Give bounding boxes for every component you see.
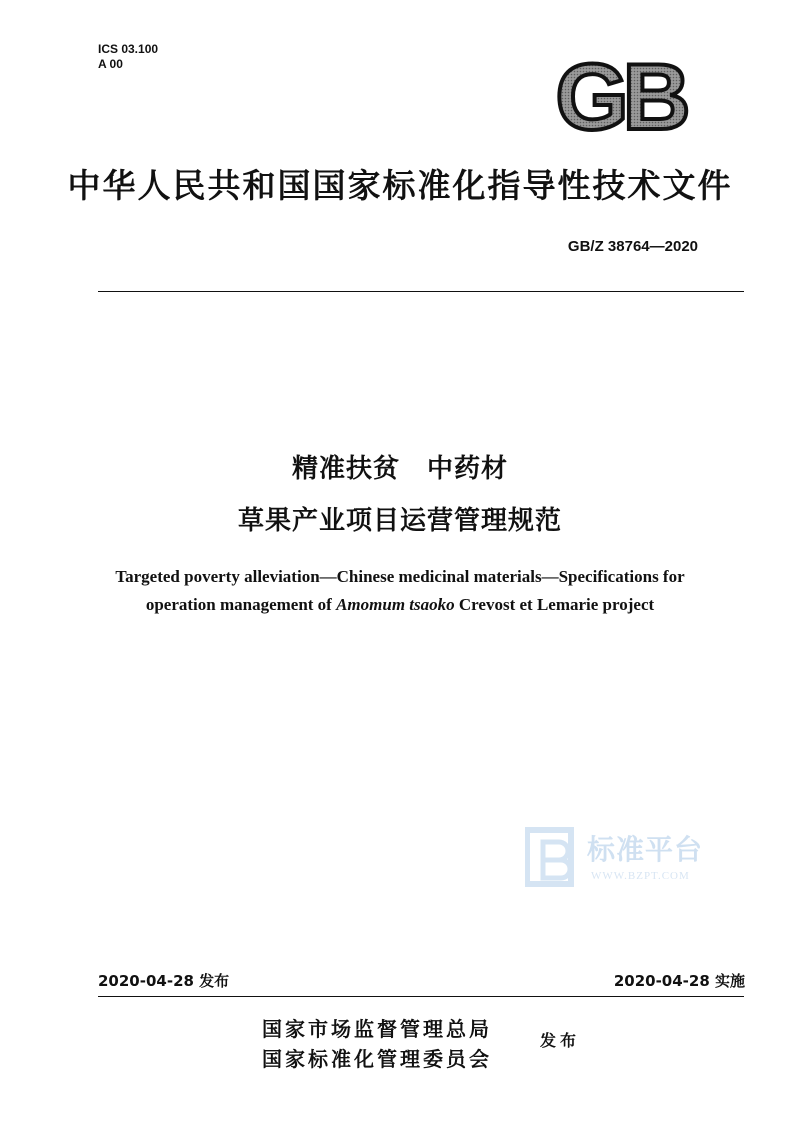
gb-logo <box>543 55 698 135</box>
english-title-prefix: operation management of <box>145 595 337 614</box>
watermark-url: WWW.BZPT.COM <box>591 870 690 882</box>
english-title-line-2 <box>0 591 800 619</box>
issue-date: 2020-04-28 发布 <box>98 972 230 990</box>
standard-number: GB/Z 38764—2020 <box>567 238 698 255</box>
watermark-b-icon <box>525 826 585 888</box>
watermark <box>525 826 725 896</box>
ics-code: ICS 03.100 <box>98 42 159 56</box>
english-title-line-1: Targeted poverty alleviation—Chinese medicinal materials—Specifications for <box>115 567 685 586</box>
english-title-species: Amomum tsaoko <box>336 595 455 614</box>
watermark-text: 标准平台 <box>587 833 704 866</box>
issuer-line-1: 国家市场监督管理总局 <box>262 1017 492 1041</box>
main-title: 中华人民共和国国家标准化指导性技术文件 <box>67 166 733 205</box>
chinese-title-line-1: 精准扶贫 中药材 <box>291 454 508 484</box>
publish-label: 发布 <box>540 1031 581 1050</box>
chinese-title-line-2: 草果产业项目运营管理规范 <box>237 506 562 536</box>
issuer-line-2: 国家标准化管理委员会 <box>262 1047 492 1071</box>
gb-logo-text: GB <box>555 55 685 135</box>
implementation-date: 2020-04-28 实施 <box>613 972 745 990</box>
ccs-code: A 00 <box>98 57 123 71</box>
english-title-suffix: Crevost et Lemarie project <box>454 595 655 614</box>
bottom-divider <box>98 996 744 997</box>
classification-codes <box>98 42 158 72</box>
top-divider <box>98 291 744 292</box>
